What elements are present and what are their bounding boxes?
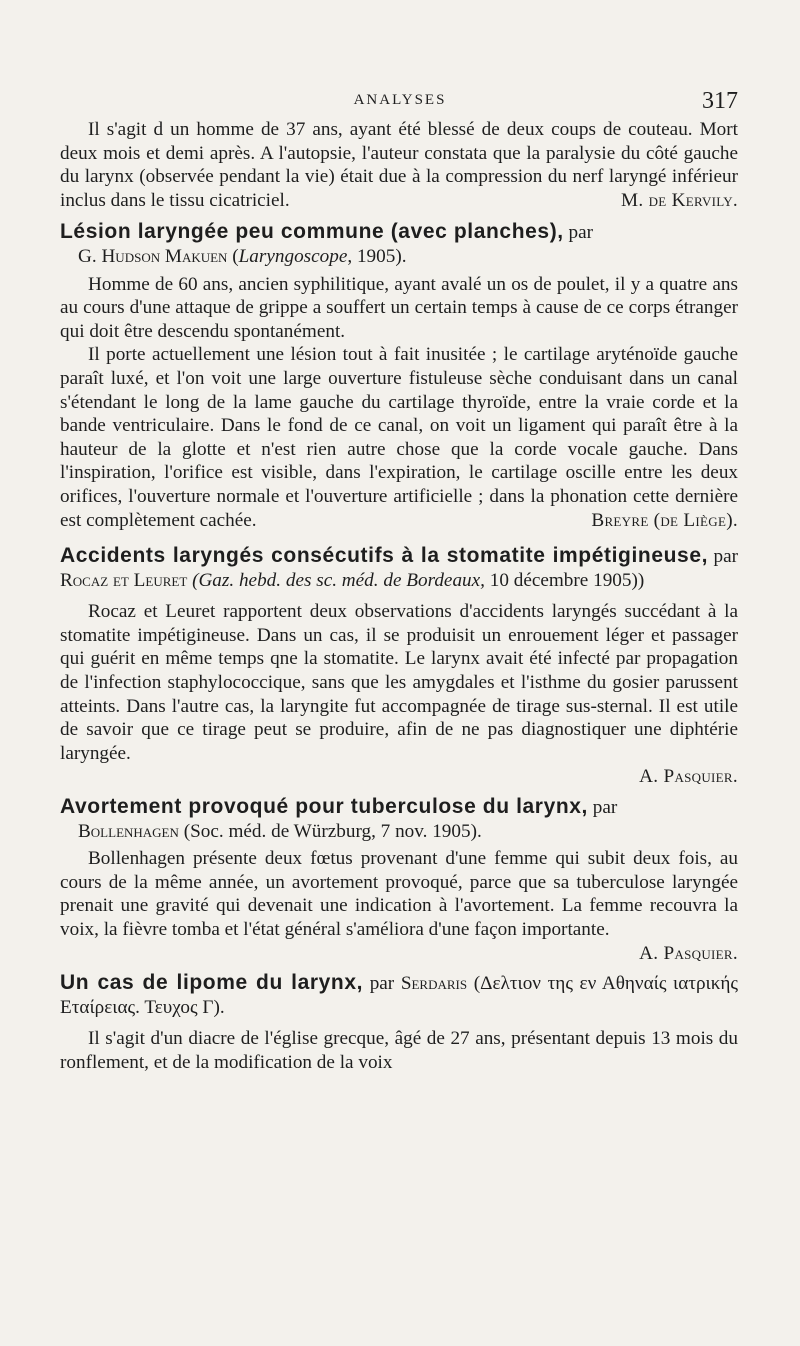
article-continued [60, 118, 738, 212]
article-year: , 1905). [347, 245, 407, 267]
article-citation [60, 820, 738, 844]
article-open-paren: ( [232, 245, 239, 267]
article-date: 10 décembre 1905)) [489, 569, 645, 591]
article-source: Laryngoscope [238, 245, 348, 267]
article-heading-block [60, 544, 738, 592]
page-header [60, 88, 740, 118]
article-heading-block [60, 971, 738, 1019]
article-author: G. Hudson Makuen [78, 245, 228, 267]
article-paragraph: Il porte actuellement une lésion tout à fait inusitée ; le cartilage aryténoïde gauche paraît luxé, et l'on voit une large ouverture fistuleuse sèche conduisant dans un canal s'étendant le long de la lame gauche du cartilage thyroïde, entre la vraie corde et la bande ventriculaire. Dans le fond de ce canal, on voit un ligament qui paraît être à la hauteur de la glotte et n'est rien autre chose que la corde vocale gauche. Dans l'inspiration, l'orifice est visible, dans l'expiration, le cartilage oscille entre les deux orifices, l'ouverture normale et l'ouverture artificielle ; dans la phonation cette dernière est complètement cachée. [60, 344, 738, 531]
article-signature: M. de Kervily. [621, 189, 738, 211]
article-abortion-tuberculosis [60, 795, 738, 965]
article-paragraph: Rocaz et Leuret rapportent deux observations d'accidents laryngés succédant à la stomatite impétigineuse. Dans un cas, il se produisit un enrouement léger et passager qui guérit en même temps qne la stomatite. Le larynx avait été infecté par propagation de l'infection staphylococcique, sans que les amygdales et l'isthme du gosier parussent atteints. Dans l'autre cas, la laryngite fut accompagnée de tirage sus-sternal. Il est utile de savoir que ce tirage peut se produire, afin de ne pas diagnostiquer une diphtérie laryngée. [60, 601, 738, 764]
article-citation [60, 245, 738, 269]
article-paragraph: Bollenhagen présente deux fœtus provenant d'une femme qui subit deux fois, au cours de la même année, un avortement provoqué, parce que sa tuberculose laryngée prenait une gravité qui devenait une indication à l'avortement. La femme recouvra la voix, la fièvre tomba et l'état général s'améliora d'une façon importante. [60, 848, 738, 940]
article-source: (Soc. méd. de Würzburg, 7 nov. 1905). [183, 820, 482, 842]
article-by: par [713, 546, 738, 568]
article-title: Accidents laryngés consécutifs à la stomatite impétigineuse, [60, 544, 709, 568]
signature-text: Breyre (de Liège). [591, 509, 738, 531]
article-laryngeal-lipoma [60, 971, 738, 1074]
article-heading-block [60, 220, 738, 268]
article-paragraph: Homme de 60 ans, ancien syphilitique, ayant avalé un os de poulet, il y a quatre ans au cours d'une attaque de grippe a souffert un certain temps à cause de ce corps étranger qui doit être descendu spontanément. [60, 273, 738, 342]
article-author: Bollenhagen [78, 820, 179, 842]
article-heading-block [60, 795, 738, 843]
article-laryngeal-accidents [60, 544, 738, 789]
article-by: par [568, 222, 594, 244]
page-number: 317 [702, 88, 738, 114]
article-by: par [592, 797, 618, 819]
running-title: ANALYSES [353, 92, 447, 108]
article-source: (Gaz. hebd. des sc. méd. de Bordeaux, [192, 569, 485, 591]
article-signature [60, 942, 738, 966]
article-signature [60, 765, 738, 789]
article-paragraph: Il s'agit d'un diacre de l'église grecque, âgé de 27 ans, présentant depuis 13 mois du ronflement, et de la modification de la voix [60, 1028, 738, 1073]
article-laryngeal-lesion [60, 220, 738, 532]
article-author: Serdaris [400, 973, 468, 995]
article-by: par [369, 973, 395, 995]
article-author: Rocaz et Leuret [60, 569, 188, 591]
article-title: Lésion laryngée peu commune (avec planches), [60, 220, 564, 244]
signature-text: A. Pasquier. [639, 766, 738, 788]
article-title: Un cas de lipome du larynx, [60, 971, 364, 995]
signature-text: A. Pasquier. [639, 942, 738, 964]
page-content [60, 118, 738, 1075]
article-source: (Δελτιον της εν Αθηναίς ιατρικής Εταίρειας. Τευχος Γ). [60, 973, 738, 1018]
article-body: Il s'agit d un homme de 37 ans, ayant été blessé de deux coups de couteau. Mort deux mois et demi après. A l'autopsie, l'auteur constata que la paralysie du côté gauche du larynx (observée pendant la vie) était due à la compression du nerf laryngé inférieur inclus dans le tissu cicatriciel. [60, 119, 738, 211]
article-title: Avortement provoqué pour tuberculose du larynx, [60, 795, 588, 819]
